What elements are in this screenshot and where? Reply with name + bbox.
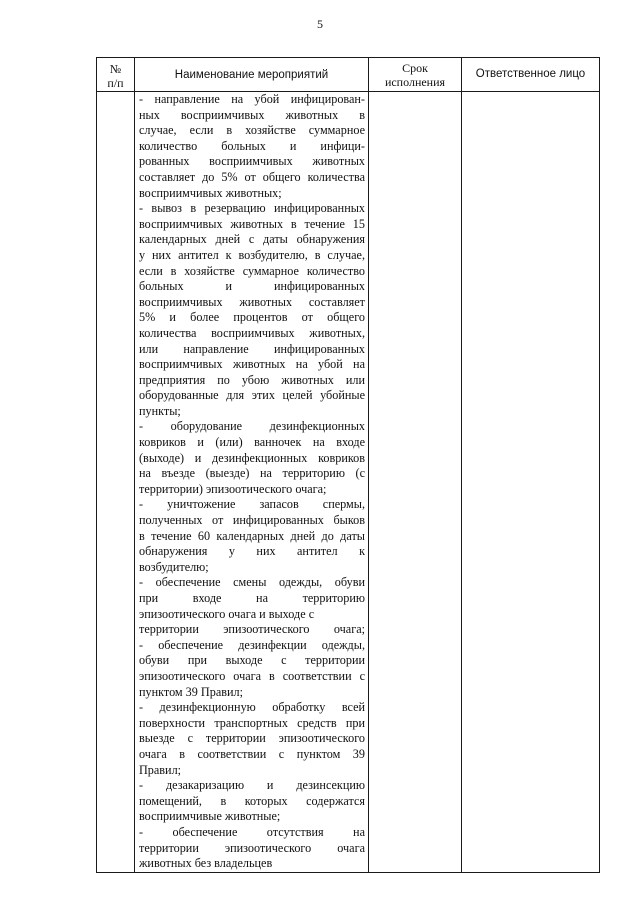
measure-line: пунктом 39 Правил;	[139, 684, 243, 699]
measure-line: Правил;	[139, 762, 182, 777]
measure-line: возбудителю;	[139, 559, 209, 574]
measure-line: рованных восприимчивых животных	[139, 154, 365, 169]
measure-line: 5% и более процентов от общего	[139, 310, 365, 325]
cell-responsible	[462, 92, 600, 873]
cell-deadline	[369, 92, 462, 873]
measure-line: выезде с территории эпизоотического	[139, 731, 365, 746]
measure-line: - направление на убой инфицирован-	[139, 92, 365, 106]
measure-line: очага в соответствии с пунктом 39	[139, 746, 365, 761]
measure-line: территории эпизоотического очага	[139, 840, 365, 855]
measure-line: восприимчивых животных;	[139, 185, 282, 200]
measure-line: у них антител к возбудителю, в случае,	[139, 247, 365, 262]
measures-text	[139, 92, 365, 872]
cell-number	[97, 92, 135, 873]
measure-line: или направление инфицированных	[139, 341, 365, 356]
measure-line: если в хозяйстве суммарное количество	[139, 263, 365, 278]
measure-line: больных и инфицированных	[139, 279, 365, 294]
measure-line: на въезде (выезде) на территорию (с	[139, 466, 365, 481]
header-measure-name: Наименование мероприятий	[135, 58, 369, 92]
measure-line: ных восприимчивых животных в	[139, 107, 365, 122]
measure-line: ковриков и (или) ванночек на входе	[139, 435, 365, 450]
measure-line: - обеспечение отсутствия на	[139, 824, 365, 839]
table-row	[97, 92, 600, 873]
measure-line: животных без владельцев	[139, 856, 273, 871]
measure-line: - обеспечение дезинфекции одежды,	[139, 637, 365, 652]
measure-line: эпизоотического очага и выходе с	[139, 606, 315, 621]
header-number-line2: п/п	[107, 75, 124, 90]
measure-line: календарных дней с даты обнаружения	[139, 232, 365, 247]
measure-line: обнаружения у них антител к	[139, 544, 365, 559]
header-responsible: Ответственное лицо	[462, 58, 600, 92]
cell-measures	[135, 92, 369, 873]
measure-line: пункты;	[139, 403, 181, 418]
measure-line: количества восприимчивых животных,	[139, 325, 365, 340]
measure-line: предприятия по убою животных или	[139, 372, 365, 387]
measure-line: - обеспечение смены одежды, обуви	[139, 575, 365, 590]
measure-line: эпизоотического очага в соответствии с	[139, 668, 365, 683]
measure-line: оборудованные для этих целей убойные	[139, 388, 365, 403]
measure-line: помещений, в которых содержатся	[139, 793, 365, 808]
measure-line: (выходе) и дезинфекционных ковриков	[139, 450, 365, 465]
measure-line: - вывоз в резервацию инфицированных	[139, 201, 365, 216]
measure-line: восприимчивых животных составляет	[139, 294, 365, 309]
measure-line: - уничтожение запасов спермы,	[139, 497, 365, 512]
header-deadline	[369, 58, 462, 92]
measure-line: обуви при выходе с территории	[139, 653, 365, 668]
header-number-line1: №	[109, 61, 122, 76]
measure-line: в течение 60 календарных дней до даты	[139, 528, 365, 543]
measure-line: поверхности транспортных средств при	[139, 715, 365, 730]
page-number: 5	[317, 17, 323, 31]
header-deadline-line1: Срок	[402, 60, 428, 75]
measure-line: количество больных и инфици-	[139, 138, 365, 153]
measure-line: - оборудование дезинфекционных	[139, 419, 365, 434]
measures-table	[96, 57, 600, 873]
measure-line: случае, если в хозяйстве суммарное	[139, 123, 365, 138]
measure-line: при входе на территорию	[139, 591, 365, 605]
measure-line: восприимчивых животных в течение 15	[139, 216, 365, 231]
measure-line: - дезакаризацию и дезинсекцию	[139, 778, 365, 793]
header-number	[97, 58, 135, 92]
measure-line: восприимчивых животных на убой на	[139, 357, 365, 372]
measure-line: составляет до 5% от общего количества	[139, 169, 365, 184]
measure-line: - дезинфекционную обработку всей	[139, 700, 365, 715]
table-header-row	[97, 58, 600, 92]
measure-line: территории) эпизоотического очага;	[139, 481, 327, 496]
measure-line: территории эпизоотического очага;	[139, 622, 365, 637]
measure-line: полученных от инфицированных быков	[139, 513, 365, 528]
header-deadline-line2: исполнения	[384, 74, 446, 89]
measure-line: восприимчивые животные;	[139, 809, 281, 824]
